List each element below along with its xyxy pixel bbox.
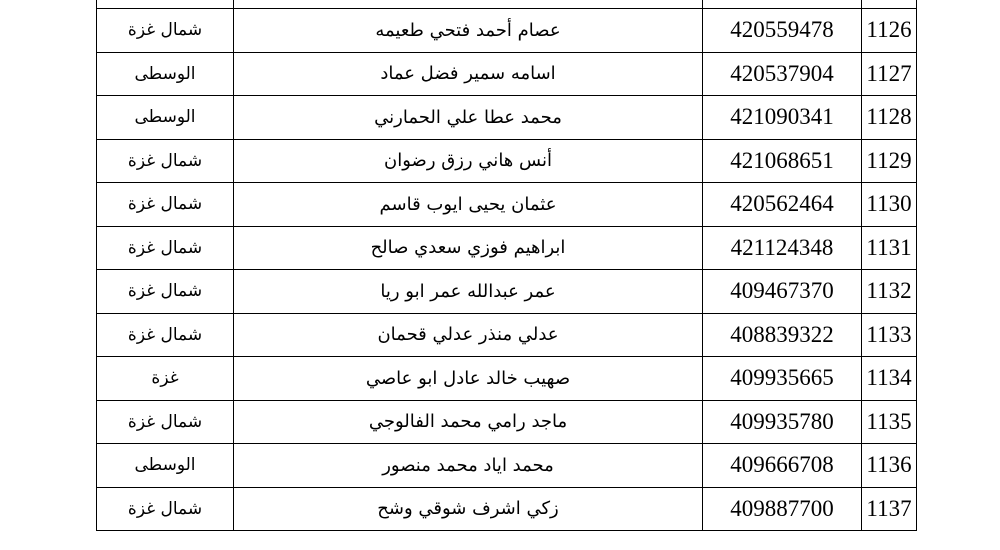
table-row	[97, 96, 917, 140]
name-cell: عثمان يحيى ايوب قاسم	[234, 183, 703, 227]
name-cell: أنس هاني رزق رضوان	[234, 139, 703, 183]
records-table	[96, 0, 917, 531]
name-cell: ماجد رامي محمد الفالوجي	[234, 400, 703, 444]
id-number-cell: 421068651	[703, 139, 862, 183]
name-cell: ابراهيم فوزي سعدي صالح	[234, 226, 703, 270]
region-cell: شمال غزة	[97, 270, 234, 314]
name-cell: عصام أحمد فتحي طعيمه	[234, 9, 703, 53]
serial-number-cell: 1137	[862, 487, 917, 531]
table-top-edge-cell	[862, 0, 917, 9]
table-row	[97, 313, 917, 357]
name-cell: عمر عبدالله عمر ابو ريا	[234, 270, 703, 314]
table-row	[97, 444, 917, 488]
serial-number-cell: 1134	[862, 357, 917, 401]
region-cell: غزة	[97, 357, 234, 401]
serial-number-cell: 1126	[862, 9, 917, 53]
table-row	[97, 270, 917, 314]
serial-number-cell: 1135	[862, 400, 917, 444]
id-number-cell: 409935665	[703, 357, 862, 401]
serial-number-cell: 1132	[862, 270, 917, 314]
id-number-cell: 409467370	[703, 270, 862, 314]
table-row	[97, 357, 917, 401]
serial-number-cell: 1133	[862, 313, 917, 357]
id-number-cell: 420559478	[703, 9, 862, 53]
table-row	[97, 52, 917, 96]
table-top-edge-cell	[97, 0, 234, 9]
table-row	[97, 9, 917, 53]
id-number-cell: 409935780	[703, 400, 862, 444]
region-cell: شمال غزة	[97, 226, 234, 270]
table-row	[97, 183, 917, 227]
id-number-cell: 420537904	[703, 52, 862, 96]
table-row	[97, 226, 917, 270]
table-top-edge-cell	[234, 0, 703, 9]
id-number-cell: 409887700	[703, 487, 862, 531]
region-cell: شمال غزة	[97, 183, 234, 227]
region-cell: شمال غزة	[97, 313, 234, 357]
name-cell: عدلي منذر عدلي قحمان	[234, 313, 703, 357]
serial-number-cell: 1131	[862, 226, 917, 270]
id-number-cell: 421090341	[703, 96, 862, 140]
region-cell: الوسطى	[97, 444, 234, 488]
table-row	[97, 139, 917, 183]
id-number-cell: 421124348	[703, 226, 862, 270]
table-row	[97, 487, 917, 531]
table-row-top-edge	[97, 0, 917, 9]
region-cell: الوسطى	[97, 52, 234, 96]
records-table-body	[97, 0, 917, 531]
region-cell: الوسطى	[97, 96, 234, 140]
serial-number-cell: 1128	[862, 96, 917, 140]
serial-number-cell: 1136	[862, 444, 917, 488]
serial-number-cell: 1130	[862, 183, 917, 227]
id-number-cell: 409666708	[703, 444, 862, 488]
serial-number-cell: 1129	[862, 139, 917, 183]
id-number-cell: 408839322	[703, 313, 862, 357]
name-cell: اسامه سمير فضل عماد	[234, 52, 703, 96]
name-cell: صهيب خالد عادل ابو عاصي	[234, 357, 703, 401]
region-cell: شمال غزة	[97, 400, 234, 444]
region-cell: شمال غزة	[97, 9, 234, 53]
region-cell: شمال غزة	[97, 139, 234, 183]
name-cell: محمد عطا علي الحمارني	[234, 96, 703, 140]
table-top-edge-cell	[703, 0, 862, 9]
region-cell: شمال غزة	[97, 487, 234, 531]
name-cell: محمد اياد محمد منصور	[234, 444, 703, 488]
id-number-cell: 420562464	[703, 183, 862, 227]
name-cell: زكي اشرف شوقي وشح	[234, 487, 703, 531]
serial-number-cell: 1127	[862, 52, 917, 96]
table-row	[97, 400, 917, 444]
